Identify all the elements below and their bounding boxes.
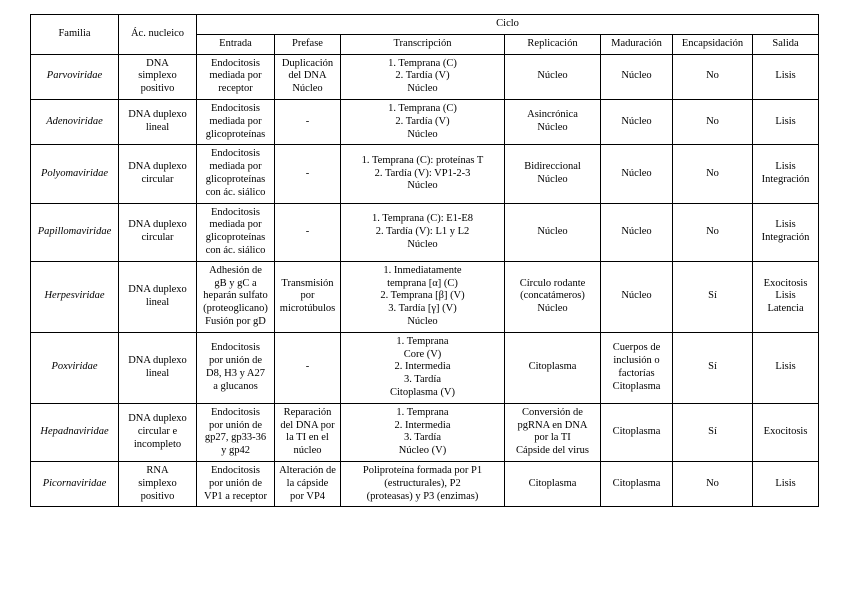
cell-entrada (197, 461, 275, 506)
cell-line: Núcleo (407, 315, 438, 327)
cell-line: la TI en el (286, 432, 329, 444)
cell-line: Cuerpos de (612, 342, 661, 354)
cell-familia: Papillomaviridae (31, 203, 119, 261)
cell-line: por VP4 (289, 490, 326, 502)
cell-line: incompleto (133, 438, 182, 450)
cell-line: 3. Tardía (404, 432, 441, 444)
cell-familia: Parvoviridae (31, 54, 119, 99)
cell-encapsidacion (673, 54, 753, 99)
cell-line: Integración (761, 173, 810, 185)
cell-encapsidacion (673, 332, 753, 403)
cell-transcripcion (341, 145, 505, 203)
cell-line: Lisis (775, 361, 796, 373)
cell-transcripcion (341, 203, 505, 261)
cell-replicacion (505, 203, 601, 261)
cell-line: Núcleo (621, 70, 652, 82)
cell-line: Citoplasma (528, 361, 577, 373)
cell-entrada (197, 145, 275, 203)
cell-line: simplexo (138, 70, 177, 82)
cell-line: circular (141, 232, 174, 244)
cell-line: DNA duplexo (128, 161, 187, 173)
table-row (31, 403, 819, 461)
cell-line: glicoproteínas (205, 232, 266, 244)
cell-replicacion (505, 99, 601, 144)
cell-line: Núcleo (407, 238, 438, 250)
cell-line: gp27, gp33-36 (204, 432, 267, 444)
cell-line: a glucanos (213, 380, 258, 392)
cell-line: del DNA por (280, 419, 335, 431)
cell-familia: Polyomaviridae (31, 145, 119, 203)
cell-line: Endocitosis (211, 464, 260, 476)
cell-line: y gp42 (221, 445, 250, 457)
cell-line: 2. Tardía (V): VP1-2-3 (374, 167, 471, 179)
cell-familia: Hepadnaviridae (31, 403, 119, 461)
cell-line: microtúbulos (279, 303, 336, 315)
column-header-encapsidacion: Encapsidación (673, 34, 753, 54)
cell-salida (753, 461, 819, 506)
cell-line: DNA duplexo (128, 283, 187, 295)
cell-line: VP1 a receptor (204, 490, 267, 502)
cell-line: glicoproteínas (205, 173, 266, 185)
cell-line: lineal (145, 122, 170, 134)
cell-line: Reparación (283, 406, 332, 418)
cell-line: Exocitosis (763, 277, 808, 289)
cell-encapsidacion (673, 145, 753, 203)
cell-maduracion (601, 203, 673, 261)
cell-line: por unión de (208, 477, 263, 489)
cell-familia: Picornaviridae (31, 461, 119, 506)
cell-line: 2. Tardía (V): L1 y L2 (375, 225, 470, 237)
cell-line: Citoplasma (V) (389, 386, 456, 398)
cell-line: Lisis (775, 161, 796, 173)
cell-line: Lisis (775, 219, 796, 231)
column-header-ciclo: Ciclo (197, 15, 819, 35)
cell-entrada (197, 203, 275, 261)
cell-line: No (706, 225, 719, 237)
cell-line: Sí (708, 361, 717, 373)
cell-acido-nucleico (119, 403, 197, 461)
cell-familia: Herpesviridae (31, 261, 119, 332)
cell-line: Asincrónica (527, 109, 578, 121)
cell-entrada (197, 332, 275, 403)
cell-maduracion (601, 261, 673, 332)
cell-replicacion (505, 54, 601, 99)
cell-transcripcion (341, 54, 505, 99)
cell-acido-nucleico (119, 203, 197, 261)
cell-line: Transmisión (281, 277, 334, 289)
cell-line: inclusión o (613, 354, 660, 366)
cell-entrada (197, 54, 275, 99)
cell-entrada (197, 403, 275, 461)
cell-line: Citoplasma (612, 380, 661, 392)
cell-line: No (706, 167, 719, 179)
cell-prefase (275, 403, 341, 461)
cell-maduracion (601, 99, 673, 144)
cell-salida (753, 332, 819, 403)
cell-replicacion (505, 145, 601, 203)
cell-line: Adhesión de (209, 264, 262, 276)
column-header-maduracion: Maduración (601, 34, 673, 54)
cell-encapsidacion (673, 261, 753, 332)
cell-line: pgRNA en DNA (517, 419, 588, 431)
cell-line: Núcleo (537, 173, 568, 185)
table-row (31, 461, 819, 506)
cell-maduracion (601, 461, 673, 506)
cell-line: Endocitosis (211, 206, 260, 218)
cell-entrada (197, 261, 275, 332)
table-header (31, 15, 819, 55)
cell-line: Lisis (775, 290, 796, 302)
cell-salida (753, 145, 819, 203)
cell-line: Núcleo (537, 70, 568, 82)
table-row (31, 332, 819, 403)
cell-line: Cápside del virus (516, 445, 589, 457)
cell-line: Núcleo (537, 303, 568, 315)
cell-line: circular (141, 173, 174, 185)
cell-familia: Adenoviridae (31, 99, 119, 144)
cell-line: Core (V) (403, 348, 442, 360)
cell-line: (estructurales), P2 (384, 477, 461, 489)
cell-line: 2. Tardía (V) (395, 115, 450, 127)
cell-line: por (300, 290, 315, 302)
cell-entrada (197, 99, 275, 144)
cell-line: mediada por (209, 161, 262, 173)
cell-line: Núcleo (407, 128, 438, 140)
cell-line: lineal (145, 296, 170, 308)
cell-line: glicoproteínas (205, 128, 266, 140)
cell-acido-nucleico (119, 261, 197, 332)
cell-line: 1. Temprana (396, 335, 449, 347)
cell-line: Núcleo (407, 83, 438, 95)
cell-line: Poliproteína formada por P1 (362, 464, 483, 476)
cell-prefase (275, 261, 341, 332)
cell-line: - (305, 225, 310, 237)
cell-line: positivo (140, 490, 175, 502)
cell-transcripcion (341, 99, 505, 144)
cell-line: Integración (761, 232, 810, 244)
column-header-entrada: Entrada (197, 34, 275, 54)
cell-line: mediada por (209, 115, 262, 127)
cell-line: temprana [α] (C) (387, 277, 458, 289)
cell-line: mediada por (209, 219, 262, 231)
cell-line: lineal (145, 367, 170, 379)
cell-line: 1. Temprana (C): proteínas T (361, 154, 484, 166)
cell-line: por unión de (208, 354, 263, 366)
cell-line: positivo (140, 83, 175, 95)
cell-line: Endocitosis (211, 148, 260, 160)
cell-line: 3. Tardía [γ] (V) (388, 303, 457, 315)
cell-line: 2. Intermedia (394, 419, 451, 431)
cell-prefase (275, 99, 341, 144)
cell-line: Endocitosis (211, 406, 260, 418)
cell-line: Latencia (767, 303, 804, 315)
cell-line: Citoplasma (528, 477, 577, 489)
cell-line: No (706, 477, 719, 489)
cell-line: D8, H3 y A27 (206, 367, 265, 379)
cell-line: núcleo (293, 445, 322, 457)
table-row (31, 203, 819, 261)
cell-salida (753, 99, 819, 144)
cell-line: por la TI (534, 432, 571, 444)
cell-line: DNA duplexo (128, 219, 187, 231)
column-header-transcripcion: Transcripción (341, 34, 505, 54)
cell-line: 2. Temprana [β] (V) (380, 290, 465, 302)
cell-line: Duplicación (281, 57, 334, 69)
cell-replicacion (505, 461, 601, 506)
cell-line: Bidireccional (524, 161, 581, 173)
table-body (31, 54, 819, 507)
cell-line: Núcleo (407, 180, 438, 192)
cell-line: Núcleo (537, 225, 568, 237)
cell-line: la cápside (286, 477, 329, 489)
cell-line: - (305, 115, 310, 127)
cell-line: (concatámeros) (520, 290, 585, 302)
cell-prefase (275, 54, 341, 99)
header-row-top (31, 15, 819, 35)
cell-acido-nucleico (119, 145, 197, 203)
cell-line: gB y gC a (214, 277, 257, 289)
cell-line: Conversión de (522, 406, 583, 418)
cell-line: (proteoglicano) (203, 303, 268, 315)
cell-prefase (275, 203, 341, 261)
cell-encapsidacion (673, 403, 753, 461)
cell-line: Núcleo (621, 225, 652, 237)
virus-replication-table (30, 14, 819, 507)
cell-line: por unión de (208, 419, 263, 431)
cell-maduracion (601, 145, 673, 203)
cell-line: Endocitosis (211, 57, 260, 69)
cell-salida (753, 261, 819, 332)
cell-line: No (706, 70, 719, 82)
cell-line: Círculo rodante (519, 277, 586, 289)
column-header-prefase: Prefase (275, 34, 341, 54)
cell-line: DNA (146, 57, 169, 69)
cell-line: Sí (708, 290, 717, 302)
cell-line: Exocitosis (763, 425, 808, 437)
cell-line: No (706, 115, 719, 127)
cell-line: 1. Temprana (C) (388, 57, 457, 69)
cell-transcripcion (341, 332, 505, 403)
column-header-replicacion: Replicación (505, 34, 601, 54)
cell-line: (proteasas) y P3 (enzimas) (366, 490, 479, 502)
cell-line: Núcleo (V) (398, 445, 447, 457)
cell-line: del DNA (288, 70, 327, 82)
cell-line: Citoplasma (612, 425, 661, 437)
cell-line: Núcleo (621, 290, 652, 302)
cell-replicacion (505, 403, 601, 461)
cell-line: 2. Intermedia (394, 361, 451, 373)
table-row (31, 261, 819, 332)
cell-line: 3. Tardía (404, 374, 441, 386)
cell-prefase (275, 332, 341, 403)
cell-encapsidacion (673, 99, 753, 144)
cell-salida (753, 54, 819, 99)
column-header-acido-nucleico: Ác. nucleico (119, 15, 197, 55)
cell-acido-nucleico (119, 461, 197, 506)
cell-line: con ác. siálico (205, 186, 266, 198)
cell-line: 2. Tardía (V) (395, 70, 450, 82)
cell-familia: Poxviridae (31, 332, 119, 403)
cell-line: heparán sulfato (203, 290, 268, 302)
cell-line: Núcleo (621, 115, 652, 127)
cell-line: Lisis (775, 477, 796, 489)
cell-replicacion (505, 332, 601, 403)
cell-line: DNA duplexo (128, 413, 187, 425)
cell-replicacion (505, 261, 601, 332)
cell-line: RNA (146, 464, 169, 476)
table-row (31, 54, 819, 99)
cell-line: receptor (218, 83, 253, 95)
cell-transcripcion (341, 261, 505, 332)
cell-prefase (275, 461, 341, 506)
cell-line: - (305, 361, 310, 373)
cell-line: - (305, 167, 310, 179)
cell-line: DNA duplexo (128, 109, 187, 121)
cell-encapsidacion (673, 461, 753, 506)
cell-salida (753, 203, 819, 261)
table-row (31, 145, 819, 203)
cell-line: circular e (137, 425, 178, 437)
cell-maduracion (601, 54, 673, 99)
cell-acido-nucleico (119, 54, 197, 99)
cell-maduracion (601, 403, 673, 461)
cell-prefase (275, 145, 341, 203)
cell-encapsidacion (673, 203, 753, 261)
cell-acido-nucleico (119, 99, 197, 144)
table-row (31, 99, 819, 144)
cell-line: simplexo (138, 477, 177, 489)
cell-line: mediada por (209, 70, 262, 82)
cell-line: Citoplasma (612, 477, 661, 489)
cell-maduracion (601, 332, 673, 403)
cell-line: factorías (618, 367, 655, 379)
cell-line: 1. Inmediatamente (383, 264, 462, 276)
cell-line: 1. Temprana (396, 406, 449, 418)
cell-transcripcion (341, 403, 505, 461)
cell-line: 1. Temprana (C) (388, 102, 457, 114)
cell-line: Núcleo (537, 122, 568, 134)
column-header-salida: Salida (753, 34, 819, 54)
cell-line: Lisis (775, 115, 796, 127)
cell-line: Alteración de (279, 464, 336, 476)
cell-acido-nucleico (119, 332, 197, 403)
cell-salida (753, 403, 819, 461)
cell-transcripcion (341, 461, 505, 506)
cell-line: Sí (708, 425, 717, 437)
cell-line: Endocitosis (211, 342, 260, 354)
cell-line: Lisis (775, 70, 796, 82)
cell-line: Núcleo (292, 83, 323, 95)
cell-line: 1. Temprana (C): E1-E8 (371, 212, 474, 224)
cell-line: Fusión por gD (205, 315, 266, 327)
cell-line: Núcleo (621, 167, 652, 179)
cell-line: Endocitosis (211, 102, 260, 114)
column-header-familia: Familia (31, 15, 119, 55)
cell-line: con ác. siálico (205, 244, 266, 256)
cell-line: DNA duplexo (128, 354, 187, 366)
